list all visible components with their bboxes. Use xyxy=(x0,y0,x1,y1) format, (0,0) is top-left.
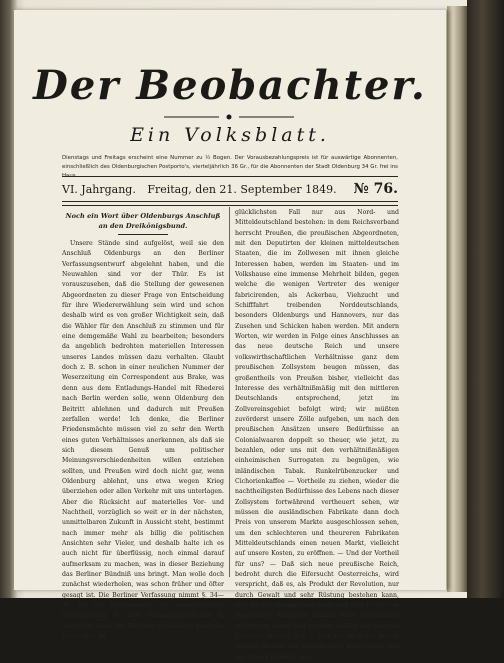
masthead-title: Der Beobachter. xyxy=(33,62,427,109)
article-body-right: glücklichsten Fall nur aus Nord- und Mitteldeutschland bestehen: in dem Reichsverband herrscht Preußen, die preußischen Abgeordneten, mit den Deputirten der kleinen mitteldeutschen Staaten, die im Zollwesen mit ihnen gleiche Interessen haben, werden im Staaten- und im Volkshause eine immense Mehrheit bilden, gegen welche die wenigen Vertreter des weniger fabricirenden, als Ackerbau, Viehzucht und Schifffahrt treibenden Norddeutschlands, besonders Oldenburgs und Hannovers, nur das Zusehen und Schicken haben werden. Mit andern Worten, wir werden in Folge eines Anschlusses an das neue deutsche Reich und unsere volkswirthschaftlichen Verhältnisse ganz dem preußischen Zollsystem beugen müssen, das großentheils von Preußen bisher, vielleicht das Interesse des verhältnißmäßig mit den mittleren Deutschlands entsprechend, jetzt im Zollvereinsgebiet befolgt wird; wir müßten zuvörderst unsere Zölle aufgeben, um nach den preußischen Ansätzen unsere Bedürfnisse an Colonialwaaren doppelt so theuer, wie jetzt, zu bezahlen, oder uns mit den verhältnißmäßigen einheimischen Surrogaten zu begnügen, wie inländischen Tabak. Runkelrübenzucker und Cichorienkaffee — Vortheile zu ziehen, wieder die nachtheiligsten Bedürfnisse des Lebens nach dieser Zollsystem fortwährend vertheuert sehen, wir müssen die ausländischen Fabrikate dann doch Preis von unserem Markte ausgeschlossen sehen, um den schlechteren und theureren Fabrikaten Mitteldeutschlands einen neuen Markt, vielleicht auf unsere Kosten, zu eröffnen. — Und der Vortheil für uns? — Daß sich neue preußische Reich, bedroht durch die Eifersucht Oesterreichs, wird verspricht, daß es, als Produkt der Revolution, nur durch Gewalt und sehr Rüstung bestehen kann, sich für ein ansehnliches Heer und eine Flotte von ungeheuren Ausgaben, nimmer diese Militairstaat verbringen sehen und werden, welche mit unseren Finanzen drückt; daß ... daß wir auch bei keiner unserer Kosten uns eingebenden kontrolliren und das blosen Freiheit, was xyxy=(235,209,399,661)
volume-label: VI. Jahrgang. xyxy=(62,183,136,196)
title-rule xyxy=(118,234,168,235)
article-title: Noch ein Wort über Oldenburgs Anschluß an den Dreikönigsbund. xyxy=(65,212,221,230)
book-spine xyxy=(467,0,504,598)
right-column xyxy=(235,208,399,663)
issue-date: Freitag, den 21. September 1849. xyxy=(147,183,337,196)
column-divider xyxy=(229,207,230,577)
newspaper-page xyxy=(14,10,447,661)
header-rule xyxy=(62,176,398,177)
subscription-notice: Dienstags und Freitags erscheint eine Nummer zu ½ Bogen. Der Vorausbezahlungspreis ist für auswärtige Abonnenten, einschließlich des Oldenburgischen Postporto's, vierteljährlich 36 Gr., für die Abonnenten der Stadt Oldenburg 34 Gr. frei ins Haus. xyxy=(62,155,398,179)
page-stack-edge xyxy=(447,6,467,592)
info-rule xyxy=(62,201,398,206)
masthead-subtitle: Ein Volksblatt. xyxy=(130,124,330,146)
article-body-left: Unsere Stände sind aufgelöst, weil sie den Anschluß Oldenburgs an den Berliner Verfassungsentwurf abgelehnt haben, und die Neuwahlen sind vor der Thür. Es ist vorauszusehen, daß die Stellung der gewesenen Abgeordneten zu dieser Frage von Entscheidung für ihre Wiedererwählung sein wird und schon deshalb wird es von großer Wichtigkeit sein, daß die Wähler für den Anschluß zu stimmen und für eine demgemäße Wahl zu bearbeiten; besonders da angeblich bedrohten materiellen Interessen unseres Landes müssen dazu verhalten. Glaubt doch z. B. schon in einer neulichen Nummer der Weserzeitung ein Correspondent aus Brake, was denn aus dem Entladungs-Handel mit Rhederei nach Berlin werden solle, wenn Oldenburg den Beitritt ablehnen und dadurch mit Preußen zerfallen werde! Ich denke, die Berliner Friedensmächte müssen viel zu sehr den Werth eines guten Verhältnisses anerkennen, als daß sie sich diesem Genuß um politischer Meinungsverschiedenheiten willen entziehen sollten, und Preußen wird doch nicht gar, wenn Oldenburg ablehnt, uns etwa wegen Krieg überziehen oder allen Verkehr mit uns unterlagen. Aber die Rücksicht auf materielles Vor- und Nachtheil, vorzüglich so weit er in der nächsten, unmittelbaren Zukunft in Aussicht steht, bestimmt nach immer mehr als billig die politischen Ansichten sehr Vieler, und deshalb halte ich es auch nicht für überflüssig, noch einmal darauf aufmerksam zu machen, was in dieser Beziehung das Berliner Bündniß uns bringt. Man wolle doch zunächst wiederholen, was schon früher und öfter gesagt ist. Die Berliner Verfassung nimmt §. 34—36. für die Reichsgewalt die ausschließliche Gesetzgebung in allen Zollangelegenheiten in Anspruch. Aber das Berliner sogenannte deutsche Reich wird im xyxy=(62,240,224,641)
ornament-rule-icon xyxy=(164,113,294,121)
left-column xyxy=(62,208,224,642)
issue-number: № 76. xyxy=(353,181,398,197)
issue-info-bar xyxy=(62,181,398,197)
